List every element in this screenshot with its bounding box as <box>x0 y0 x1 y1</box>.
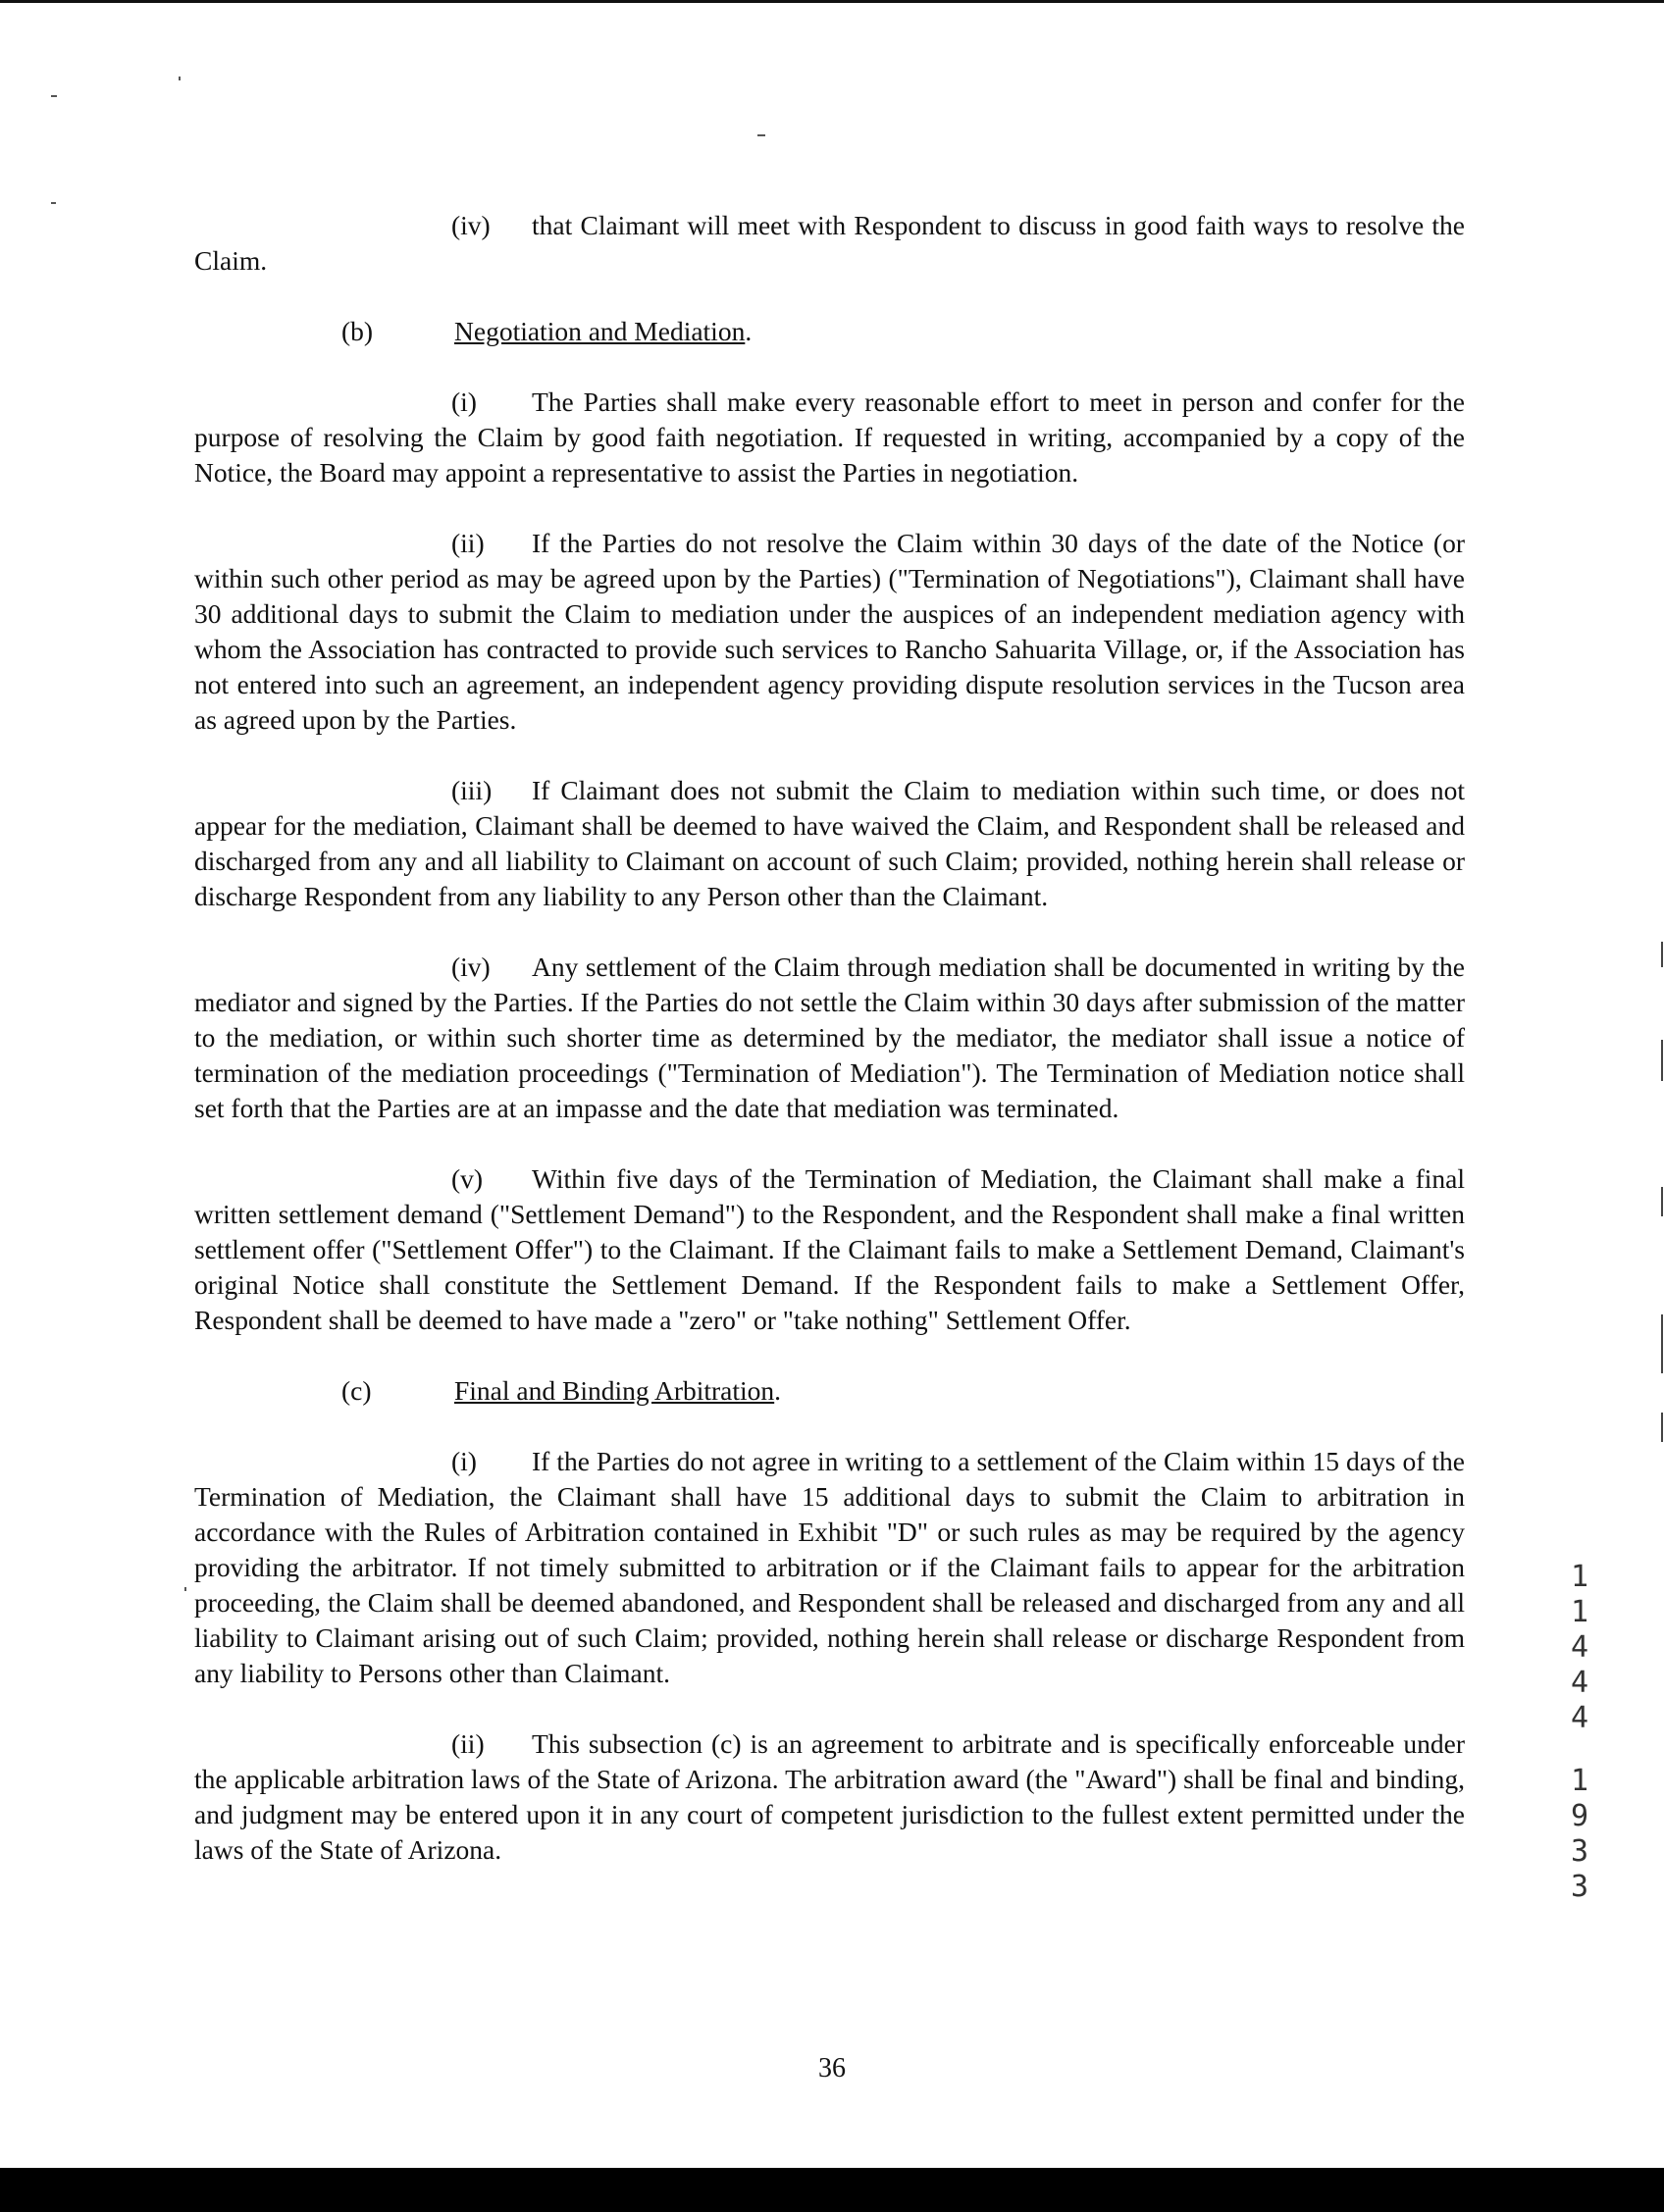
scan-edge-mark <box>1661 1187 1663 1216</box>
stamp-digit: 3 <box>1570 1834 1589 1869</box>
scan-speck <box>51 95 57 97</box>
section-title: Negotiation and Mediation <box>454 316 746 346</box>
scan-speck <box>51 202 56 204</box>
paragraph-c-i <box>194 1444 1465 1691</box>
subsection-number: (i) <box>451 1446 477 1476</box>
paragraph-text: If the Parties do not agree in writing to a settlement of the Claim within 15 days of the Termination of Mediation, the Claimant shall have 15 additional days to submit the Claim to arbitration in accordance with the Rules of Arbitration contained in Exhibit "D" or such rules as may be required by the agency providing the arbitrator. If not timely submitted to arbitration or if the Claimant fails to appear for the arbitration proceeding, the Claim shall be deemed abandoned, and Respondent shall be released and discharged from any and all liability to Claimant arising out of such Claim; provided, nothing herein shall release or discharge Respondent from any liability to Persons other than Claimant. <box>194 1446 1465 1688</box>
subsection-number: (iv) <box>451 210 491 240</box>
stamp-digit: 1 <box>1570 1595 1589 1629</box>
section-title-period: . <box>745 316 753 346</box>
scan-edge-mark <box>1661 942 1663 967</box>
scan-top-edge <box>0 0 1664 3</box>
section-letter: (b) <box>341 316 374 346</box>
subsection-number: (iii) <box>451 775 493 805</box>
scan-speck <box>179 77 181 80</box>
stamp-digit: 9 <box>1570 1799 1589 1833</box>
paragraph-a-iv <box>194 208 1465 279</box>
subsection-number: (v) <box>451 1163 484 1194</box>
section-heading-c <box>194 1373 1465 1409</box>
paragraph-text: The Parties shall make every reasonable effort to meet in person and confer for the purpose of resolving the Claim by good faith negotiation. If requested in writing, accompanied by a copy of the Notice, the Board may appoint a representative to assist the Parties in negotiation. <box>194 386 1465 488</box>
scan-edge-mark <box>1661 1314 1663 1373</box>
page-number: 36 <box>818 2053 846 2083</box>
stamp-digit: 4 <box>1570 1701 1589 1735</box>
scan-speck <box>757 134 765 136</box>
paragraph-c-ii <box>194 1726 1465 1868</box>
paragraph-b-i <box>194 385 1465 490</box>
section-letter: (c) <box>341 1375 372 1406</box>
stamp-digit: 4 <box>1570 1630 1589 1665</box>
scan-edge-mark <box>1661 1040 1663 1081</box>
section-heading-b <box>194 314 1465 349</box>
paragraph-b-iii <box>194 773 1465 914</box>
paragraph-b-ii <box>194 526 1465 738</box>
subsection-number: (iv) <box>451 952 491 982</box>
paragraph-text: Within five days of the Termination of Mediation, the Claimant shall make a final written settlement demand ("Settlement Demand") to the Respondent, and the Respondent shall make a final written settlement offer ("Settlement Offer") to the Claimant. If the Claimant fails to make a Settlement Demand, Claimant's original Notice shall constitute the Settlement Demand. If the Respondent fails to make a Settlement Offer, Respondent shall be deemed to have made a "zero" or "take nothing" Settlement Offer. <box>194 1163 1465 1335</box>
subsection-number: (ii) <box>451 1728 485 1759</box>
paragraph-text: Any settlement of the Claim through mediation shall be documented in writing by the mediator and signed by the Parties. If the Parties do not settle the Claim within 30 days after submission of the matter to the mediation, or within such shorter time as determined by the mediator, the mediator shall issue a notice of termination of the mediation proceedings ("Termination of Mediation"). The Termination of Mediation notice shall set forth that the Parties are at an impasse and the date that mediation was terminated. <box>194 952 1465 1123</box>
paragraph-text: that Claimant will meet with Respondent to discuss in good faith ways to resolve the Claim. <box>194 210 1465 276</box>
stamp-digit: 1 <box>1570 1764 1589 1798</box>
stamp-gap <box>1560 1736 1599 1764</box>
section-title-period: . <box>774 1375 782 1406</box>
stamp-digit: 4 <box>1570 1666 1589 1700</box>
scan-speck <box>184 1587 186 1591</box>
document-body <box>194 208 1465 1903</box>
stamp-digit: 1 <box>1570 1560 1589 1594</box>
section-title: Final and Binding Arbitration <box>454 1375 775 1406</box>
paragraph-text: This subsection (c) is an agreement to arbitrate and is specifically enforceable under the applicable arbitration laws of the State of Arizona. The arbitration award (the "Award") shall be final and binding, and judgment may be entered upon it in any court of competent jurisdiction to the fullest extent permitted under the laws of the State of Arizona. <box>194 1728 1465 1865</box>
paragraph-text: If Claimant does not submit the Claim to mediation within such time, or does not appear for the mediation, Claimant shall be deemed to have waived the Claim, and Respondent shall be released and discharged from any and all liability to Claimant on account of such Claim; provided, nothing herein shall release or discharge Respondent from any liability to any Person other than the Claimant. <box>194 775 1465 911</box>
paragraph-b-v <box>194 1161 1465 1338</box>
subsection-number: (i) <box>451 386 477 417</box>
stamp-digit: 3 <box>1570 1870 1589 1904</box>
paragraph-b-iv <box>194 950 1465 1126</box>
scan-bottom-band <box>0 2168 1664 2212</box>
scan-edge-mark <box>1661 1413 1663 1442</box>
paragraph-text: If the Parties do not resolve the Claim within 30 days of the date of the Notice (or within such other period as may be agreed upon by the Parties) ("Termination of Negotiations"), Claimant shall have 30 additional days to submit the Claim to mediation under the auspices of an independent mediation agency with whom the Association has contracted to provide such services to Rancho Sahuarita Village, or, if the Association has not entered into such an agreement, an independent agency providing dispute resolution services in the Tucson area as agreed upon by the Parties. <box>194 528 1465 735</box>
recording-number-stamp <box>1560 1560 1599 1905</box>
subsection-number: (ii) <box>451 528 485 558</box>
